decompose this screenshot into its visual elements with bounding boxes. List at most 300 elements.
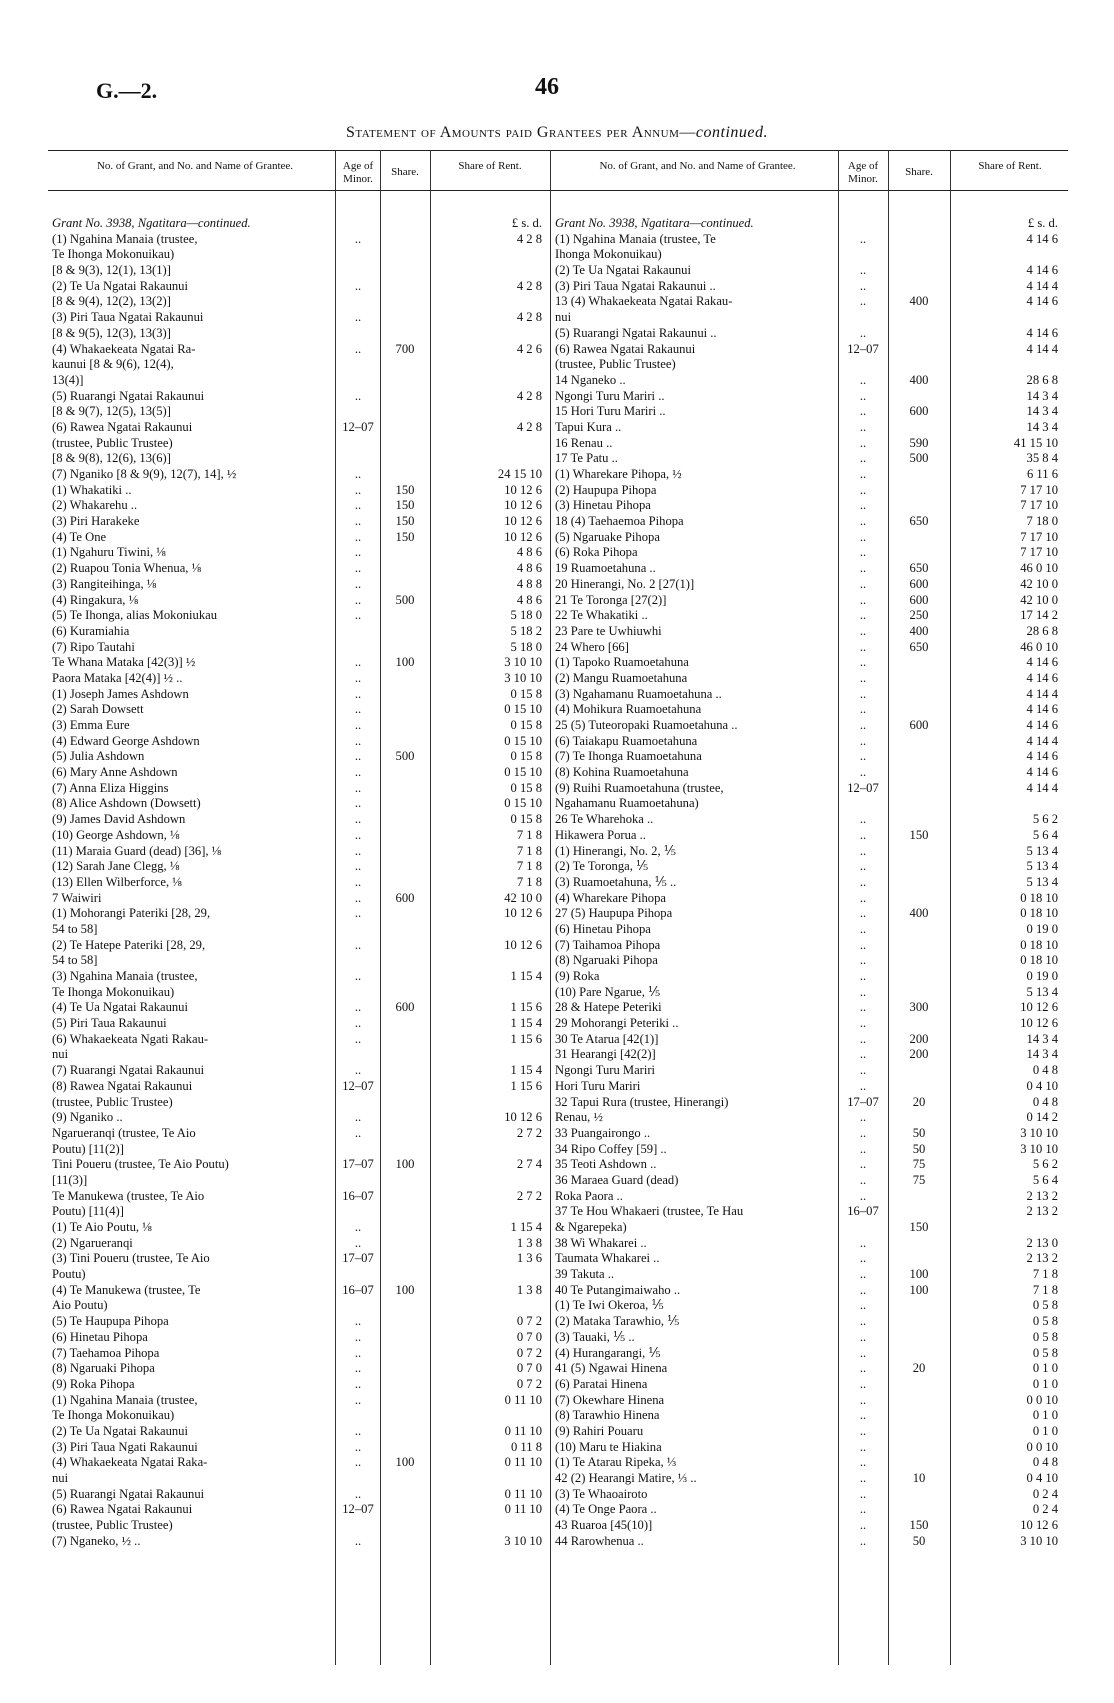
table-cell: .. (354, 561, 362, 576)
table-cell: (6) Whakaekeata Ngati Rakau- (52, 1031, 209, 1046)
table-cell: Poutu) [11(2)] (52, 1141, 124, 1156)
table-cell (336, 624, 380, 640)
table-cell: .. (859, 1361, 867, 1376)
table-cell: Taumata Whakarei .. (555, 1251, 660, 1266)
table-cell (381, 279, 429, 295)
table-cell: 42 10 0 (1020, 592, 1058, 607)
table-cell (381, 1251, 429, 1267)
table-cell: 1 15 4 (510, 1016, 542, 1031)
table-cell: Tini Poueru (trustee, Te Aio Poutu) (52, 1157, 229, 1172)
table-cell: .. (859, 1235, 867, 1250)
table-cell: 150 (395, 514, 415, 529)
col-header-share-right: Share. (905, 166, 933, 178)
table-cell (381, 1095, 429, 1111)
table-cell: £ s. d. (511, 216, 542, 230)
left-rents (440, 216, 542, 1549)
col-header-rent-left: Share of Rent. (458, 160, 522, 172)
table-cell: (6) Taiakapu Ruamoetahuna (555, 733, 698, 748)
col-header-age-right: Age of Minor. (847, 160, 879, 185)
table-cell (381, 1189, 429, 1205)
table-cell: (1) Hinerangi, No. 2, ⅕ (555, 843, 676, 858)
table-cell: [8 & 9(8), 12(6), 13(6)] (52, 451, 171, 466)
table-cell: 19 Ruamoetahuna .. (555, 561, 656, 576)
table-cell: .. (859, 812, 867, 827)
table-cell: (7) Ripo Tautahi (52, 639, 135, 654)
table-cell: .. (354, 1533, 362, 1548)
table-cell: .. (859, 514, 867, 529)
table-cell (889, 985, 949, 1001)
table-cell: .. (859, 1376, 867, 1391)
table-cell: 0 11 10 (504, 1502, 542, 1517)
table-cell: 6 11 6 (1026, 467, 1058, 481)
table-cell: .. (859, 1267, 867, 1282)
table-cell: 2 13 0 (1026, 1235, 1058, 1250)
table-cell: (8) Ngaruaki Pihopa (52, 1361, 155, 1376)
table-cell (336, 263, 380, 279)
table-cell (440, 1298, 542, 1314)
table-cell: nui (52, 1471, 69, 1485)
table-cell: .. (859, 561, 867, 576)
table-cell (440, 294, 542, 310)
table-cell (381, 436, 429, 452)
table-cell: Te Ihonga Mokonuikau) (52, 984, 175, 999)
table-cell: (11) Maraia Guard (dead) [36], ⅛ (52, 843, 222, 858)
table-cell (440, 404, 542, 420)
table-cell: 25 (5) Tuteoropaki Ruamoetahuna .. (555, 718, 738, 732)
table-cell: 50 (912, 1141, 926, 1156)
table-cell: 150 (395, 498, 415, 513)
table-cell (839, 216, 887, 232)
table-cell (440, 263, 542, 279)
table-cell: (5) Julia Ashdown (52, 749, 145, 764)
table-cell (381, 906, 429, 922)
table-cell: (3) Tauaki, ⅕ .. (555, 1329, 635, 1344)
table-cell: (6) Paratai Hinena (555, 1376, 648, 1391)
table-cell: 20 (912, 1094, 926, 1109)
table-cell: .. (354, 1220, 362, 1234)
table-cell: 28 6 8 (1026, 623, 1058, 638)
table-cell (440, 1408, 542, 1424)
table-cell: 0 18 10 (1020, 953, 1058, 968)
table-cell: 10 12 6 (504, 482, 542, 497)
table-cell: .. (859, 576, 867, 591)
table-cell: 21 Te Toronga [27(2)] (555, 592, 667, 607)
table-cell: .. (859, 451, 867, 466)
table-cell: (4) Te One (52, 529, 107, 544)
table-cell: 4 14 6 (1026, 655, 1058, 670)
table-cell: (trustee, Public Trustee) (52, 1094, 173, 1109)
table-cell (440, 1267, 542, 1283)
table-cell: 4 14 6 (1026, 263, 1058, 278)
table-cell: (4) Mohikura Ruamoetahuna (555, 702, 702, 717)
table-cell (440, 1173, 542, 1189)
table-cell: .. (859, 278, 867, 293)
table-cell: .. (859, 733, 867, 748)
col-header-age-left: Age of Minor. (342, 160, 374, 185)
table-cell (381, 1126, 429, 1142)
table-cell: 5 18 0 (510, 639, 542, 654)
table-cell (889, 530, 949, 546)
table-cell: (2) Haupupa Pihopa (555, 482, 657, 497)
table-cell (889, 1424, 949, 1440)
table-cell (381, 1361, 429, 1377)
table-cell: 2 13 2 (1026, 1204, 1058, 1219)
table-cell (381, 1377, 429, 1393)
table-cell: 17 14 2 (1020, 608, 1058, 623)
table-cell: .. (859, 1172, 867, 1187)
table-cell: (2) Whakarehu .. (52, 498, 138, 513)
table-cell: (7) Okewhare Hinena (555, 1392, 665, 1407)
table-cell: Aio Poutu) (52, 1298, 108, 1313)
table-cell (381, 922, 429, 938)
table-cell: .. (859, 325, 867, 340)
table-cell: 5 6 2 (1032, 1157, 1058, 1172)
title-suffix: continued. (695, 124, 768, 141)
table-cell: (3) Te Whaoairoto (555, 1486, 648, 1501)
table-cell (889, 969, 949, 985)
table-cell: .. (859, 404, 867, 419)
table-cell: .. (859, 765, 867, 780)
table-cell: 0 5 8 (1032, 1345, 1058, 1360)
table-cell: (13) Ellen Wilberforce, ⅛ (52, 874, 182, 889)
table-cell (336, 1095, 380, 1111)
table-cell: (10) George Ashdown, ⅛ (52, 827, 180, 842)
table-cell: Te Ihonga Mokonuikau) (52, 1408, 175, 1423)
table-cell: 0 5 8 (1032, 1329, 1058, 1344)
table-cell: .. (859, 1408, 867, 1423)
table-cell (889, 1487, 949, 1503)
table-cell (889, 734, 949, 750)
table-cell (381, 263, 429, 279)
table-cell: (1) Te Atarau Ripeka, ⅓ (555, 1455, 677, 1470)
table-cell: .. (859, 749, 867, 764)
table-cell: .. (354, 827, 362, 842)
table-cell: .. (859, 1078, 867, 1093)
table-header-rule (48, 190, 1068, 191)
table-cell: .. (859, 859, 867, 874)
table-cell (889, 1204, 949, 1220)
table-cell: .. (354, 1376, 362, 1391)
table-cell: 4 14 4 (1026, 341, 1058, 356)
table-cell (381, 1063, 429, 1079)
table-cell: .. (354, 1110, 362, 1125)
table-cell (381, 844, 429, 860)
table-cell: 16–07 (342, 1188, 374, 1203)
table-cell: 500 (395, 592, 415, 607)
table-cell: .. (859, 467, 867, 481)
table-cell: .. (859, 1157, 867, 1172)
table-cell (381, 1204, 429, 1220)
table-cell: 0 15 8 (510, 780, 542, 795)
table-cell: (12) Sarah Jane Clegg, ⅛ (52, 859, 180, 874)
table-cell (381, 1346, 429, 1362)
table-cell (839, 357, 887, 373)
table-cell: (5) Ruarangi Ngatai Rakaunui (52, 388, 205, 403)
table-cell (889, 938, 949, 954)
table-cell: .. (354, 1486, 362, 1501)
table-cell: (8) Kohina Ruamoetahuna (555, 765, 689, 780)
table-cell: 44 Rarowhenua .. (555, 1533, 644, 1548)
table-cell: 0 19 0 (1026, 921, 1058, 936)
table-cell (889, 247, 949, 263)
table-cell: .. (354, 1000, 362, 1015)
table-cell: (7) Anna Eliza Higgins (52, 780, 169, 795)
table-cell: 600 (909, 718, 929, 732)
table-cell: .. (859, 1502, 867, 1517)
table-cell: 13 (4) Whakaekeata Ngatai Rakau- (555, 294, 733, 309)
table-cell (381, 1142, 429, 1158)
table-cell: 10 12 6 (504, 498, 542, 513)
table-cell: (5) Te Haupupa Pihopa (52, 1314, 169, 1329)
table-cell: 10 12 6 (504, 1110, 542, 1125)
table-cell: (7) Te Ihonga Ruamoetahuna (555, 749, 702, 764)
table-cell: 7 1 8 (516, 827, 542, 842)
table-cell: 600 (909, 576, 929, 591)
table-cell: 0 7 0 (516, 1361, 542, 1376)
table-cell: .. (859, 1110, 867, 1125)
table-cell: .. (859, 592, 867, 607)
table-cell (440, 922, 542, 938)
column-divider-left-rent (430, 150, 431, 1665)
table-cell: (6) Rawea Ngatai Rakaunui (555, 341, 696, 356)
table-cell (381, 577, 429, 593)
table-cell: (9) Roka (555, 969, 600, 983)
table-cell: 150 (909, 827, 929, 842)
table-cell: 150 (395, 482, 415, 497)
table-cell: .. (354, 655, 362, 670)
table-cell: Poutu) [11(4)] (52, 1204, 124, 1219)
table-cell: .. (354, 388, 362, 403)
table-cell: .. (859, 231, 867, 246)
table-cell: .. (859, 1471, 867, 1485)
table-cell: 4 14 6 (1026, 749, 1058, 764)
table-cell (381, 404, 429, 420)
table-cell: 1 3 6 (516, 1251, 542, 1266)
table-cell: .. (354, 765, 362, 780)
table-cell: (5) Piri Taua Rakaunui (52, 1016, 167, 1031)
table-cell: 0 2 4 (1032, 1486, 1058, 1501)
table-cell: .. (859, 890, 867, 905)
table-cell: .. (354, 1361, 362, 1376)
table-cell (381, 232, 429, 248)
table-cell (381, 1440, 429, 1456)
table-cell: (2) Te Ua Ngatai Rakaunui (52, 1423, 188, 1438)
table-cell (381, 624, 429, 640)
table-cell: .. (354, 514, 362, 529)
table-cell: 100 (909, 1267, 929, 1282)
table-cell: .. (354, 576, 362, 591)
table-cell: (4) Hurangarangi, ⅕ (555, 1345, 661, 1360)
table-cell: 400 (909, 623, 929, 638)
table-cell: 42 10 0 (504, 890, 542, 905)
table-cell: 4 2 8 (516, 388, 542, 403)
table-cell: 7 1 8 (1032, 1267, 1058, 1282)
table-cell (381, 608, 429, 624)
table-cell (381, 828, 429, 844)
table-cell: 4 2 8 (516, 231, 542, 246)
table-cell: 7 18 0 (1026, 514, 1058, 529)
table-cell (889, 844, 949, 860)
table-cell (381, 985, 429, 1001)
table-cell (889, 483, 949, 499)
table-cell: 35 8 4 (1026, 451, 1058, 466)
table-cell: (1) Whakatiki .. (52, 482, 132, 497)
table-cell: 5 6 4 (1032, 1172, 1058, 1187)
table-cell: (3) Rangiteihinga, ⅛ (52, 576, 157, 591)
table-cell: 1 15 6 (510, 1031, 542, 1046)
table-cell (381, 1298, 429, 1314)
table-cell: 1 15 4 (510, 969, 542, 983)
table-cell: 14 3 4 (1026, 404, 1058, 419)
table-cell: 34 Ripo Coffey [59] .. (555, 1141, 667, 1156)
table-cell (381, 1502, 429, 1518)
table-cell (381, 389, 429, 405)
table-cell: 3 10 10 (1020, 1125, 1058, 1140)
table-cell: .. (354, 733, 362, 748)
table-cell (381, 671, 429, 687)
table-cell (381, 1314, 429, 1330)
table-cell: .. (859, 1016, 867, 1031)
table-cell: 0 18 10 (1020, 890, 1058, 905)
table-cell: (2) Te Toronga, ⅕ (555, 859, 649, 874)
table-cell: .. (354, 796, 362, 811)
table-top-rule (48, 150, 1068, 151)
table-cell: (7) Taihamoa Pihopa (555, 937, 661, 952)
table-cell (889, 342, 949, 358)
table-cell: 600 (395, 890, 415, 905)
table-cell: 0 15 8 (510, 686, 542, 701)
table-cell: (4) Edward George Ashdown (52, 733, 200, 748)
table-cell: .. (354, 859, 362, 874)
table-cell (381, 796, 429, 812)
table-cell: 4 14 4 (1026, 780, 1058, 795)
table-cell: (2) Mataka Tarawhio, ⅕ (555, 1314, 680, 1329)
table-cell: .. (859, 843, 867, 858)
table-cell (381, 1393, 429, 1409)
table-cell (889, 953, 949, 969)
table-cell: Grant No. 3938, Ngatitara—continued. (555, 216, 754, 230)
table-cell: (5) Ruarangi Ngatai Rakaunui .. (555, 325, 717, 340)
table-cell (958, 247, 1058, 263)
table-cell (889, 781, 949, 797)
col-header-grant-left: No. of Grant, and No. and Name of Grantee. (96, 160, 294, 172)
table-cell: 12–07 (342, 1502, 374, 1517)
right-rents (958, 216, 1058, 1549)
table-cell: 20 (912, 1361, 926, 1376)
table-cell: .. (859, 529, 867, 544)
table-cell (889, 891, 949, 907)
table-cell (440, 1204, 542, 1220)
table-cell (889, 1314, 949, 1330)
table-cell: 3 10 10 (504, 1533, 542, 1548)
table-cell (336, 1173, 380, 1189)
table-cell (889, 389, 949, 405)
table-cell: (7) Taehamoa Pihopa (52, 1345, 160, 1360)
table-cell: .. (859, 1298, 867, 1313)
table-cell (889, 1063, 949, 1079)
table-cell: 35 Teoti Ashdown .. (555, 1157, 657, 1172)
table-cell: 10 12 6 (1020, 1518, 1058, 1533)
table-cell: 0 15 8 (510, 812, 542, 827)
table-cell: (2) Ruapou Tonia Whenua, ⅛ (52, 561, 202, 576)
table-cell: (9) Roka Pihopa (52, 1376, 135, 1391)
table-cell (889, 498, 949, 514)
table-cell: 0 11 8 (510, 1439, 542, 1454)
table-cell: (2) Sarah Dowsett (52, 702, 144, 717)
table-cell: .. (859, 623, 867, 638)
table-cell: 4 14 6 (1026, 702, 1058, 717)
table-cell: (3) Piri Taua Ngati Rakaunui (52, 1439, 198, 1454)
table-cell: 42 10 0 (1020, 576, 1058, 591)
table-cell (381, 640, 429, 656)
table-cell (889, 1502, 949, 1518)
table-cell (889, 310, 949, 326)
table-cell: .. (354, 1063, 362, 1078)
table-cell: .. (859, 906, 867, 921)
table-cell: .. (354, 749, 362, 764)
table-cell (440, 357, 542, 373)
table-cell: 100 (395, 1157, 415, 1172)
table-cell (440, 985, 542, 1001)
table-cell: 4 14 6 (1026, 670, 1058, 685)
table-cell: 2 7 4 (516, 1157, 542, 1172)
table-cell: (7) Nganeko, ½ .. (52, 1533, 141, 1548)
table-cell (336, 404, 380, 420)
table-cell: 4 2 8 (516, 278, 542, 293)
table-cell (381, 326, 429, 342)
table-cell: (1) Wharekare Pihopa, ½ (555, 467, 682, 481)
table-cell: (6) Hinetau Pihopa (52, 1329, 148, 1344)
table-cell: Te Manukewa (trustee, Te Aio (52, 1188, 205, 1203)
table-cell: 17 Te Patu .. (555, 451, 618, 466)
table-cell (889, 1189, 949, 1205)
col-header-grant-right: No. of Grant, and No. and Name of Grantee. (599, 160, 796, 172)
table-cell: (3) Piri Taua Ngatai Rakaunui .. (555, 278, 716, 293)
table-cell: 0 15 8 (510, 749, 542, 764)
table-cell: (9) Nganiko .. (52, 1110, 123, 1125)
table-cell: 200 (909, 1031, 929, 1046)
table-cell: 0 11 10 (504, 1423, 542, 1438)
table-cell: 4 2 8 (516, 310, 542, 325)
table-cell: (3) Hinetau Pihopa (555, 498, 651, 513)
table-cell (958, 796, 1058, 812)
table-cell: 12–07 (342, 1078, 374, 1093)
table-cell: .. (354, 341, 362, 356)
table-cell: 4 14 4 (1026, 686, 1058, 701)
table-cell (336, 1471, 380, 1487)
col-header-share-left: Share. (391, 166, 419, 178)
table-cell: 0 15 8 (510, 718, 542, 732)
table-cell: (6) Roka Pihopa (555, 545, 638, 560)
table-cell: 41 15 10 (1013, 435, 1058, 450)
table-cell: 1 15 4 (510, 1063, 542, 1078)
table-cell: 32 Tapui Rura (trustee, Hinerangi) (555, 1094, 729, 1109)
table-cell: 39 Takuta .. (555, 1267, 615, 1282)
table-cell (381, 1047, 429, 1063)
table-cell (336, 1267, 380, 1283)
table-cell: (7) Ruarangi Ngatai Rakaunui (52, 1063, 205, 1078)
table-cell: .. (859, 1423, 867, 1438)
table-cell (381, 420, 429, 436)
table-cell: .. (859, 608, 867, 623)
table-cell: kaunui [8 & 9(6), 12(4), (52, 357, 174, 372)
table-cell: 13(4)] (52, 372, 84, 387)
table-cell (381, 953, 429, 969)
table-cell (381, 1518, 429, 1534)
table-cell: 0 19 0 (1026, 969, 1058, 983)
table-cell: 7 1 8 (516, 874, 542, 889)
table-cell: .. (859, 498, 867, 513)
